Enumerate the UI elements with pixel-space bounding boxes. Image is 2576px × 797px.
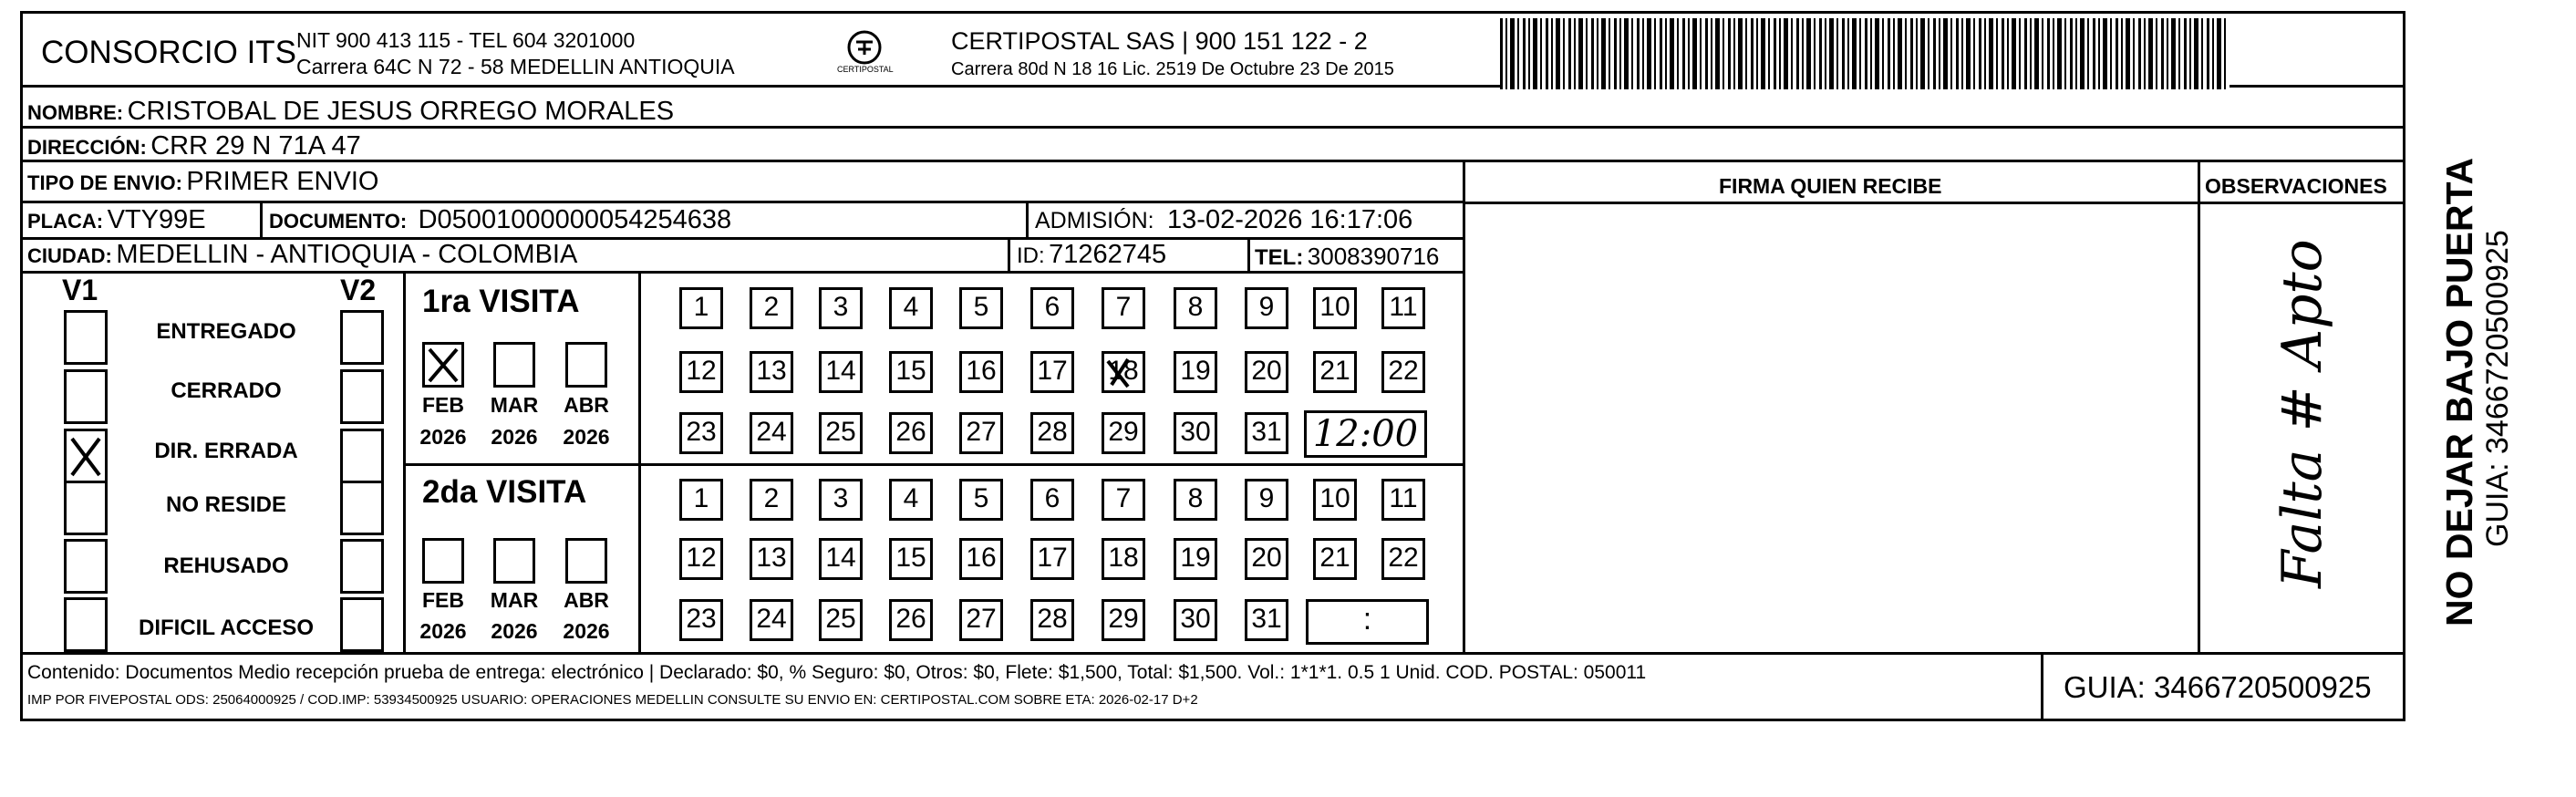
v2-checkbox-cerrado[interactable] [340,369,384,424]
first-visit-month-abr[interactable] [565,342,607,388]
status-dificil-acceso: DIFICIL ACCESO [138,616,314,640]
plate-label: PLACA: [27,210,104,233]
second-visit-day-26[interactable]: 26 [889,599,933,641]
shipment-row [27,169,378,195]
second-month-label-abr: ABR [564,588,609,612]
second-visit-day-28[interactable]: 28 [1030,599,1074,641]
row-divider-3 [20,201,1464,203]
id-row [1017,242,1166,268]
first-month-label-feb: FEB [422,393,464,417]
row-divider-2 [20,160,2405,162]
admission-divider [1026,203,1029,237]
second-visit-day-6[interactable]: 6 [1030,479,1074,521]
first-visit-day-30[interactable]: 30 [1174,412,1217,454]
first-visit-month-mar[interactable] [493,342,535,388]
first-visit-day-3[interactable]: 3 [819,287,863,329]
document-label: DOCUMENTO: [269,210,408,233]
first-visit-day-23[interactable]: 23 [679,412,723,454]
tel-label: TEL: [1255,245,1304,270]
second-month-label-feb: FEB [422,588,464,612]
first-visit-day-2[interactable]: 2 [750,287,793,329]
v1-checkbox-entregado[interactable] [64,310,108,365]
status-no-reside: NO RESIDE [165,492,287,517]
plate-row [27,207,206,233]
document-value: D05001000000054254638 [418,205,732,234]
status-dir-errada: DIR. ERRADA [154,439,298,463]
observations-header: OBSERVACIONES [2205,174,2387,198]
status-rehusado: REHUSADO [163,554,289,578]
second-visit-day-31[interactable]: 31 [1245,599,1288,641]
second-visit-month-mar[interactable] [493,538,535,584]
second-visit-month-feb[interactable] [422,538,464,584]
first-visit-day-7[interactable]: 7 [1102,287,1145,329]
first-visit-day-6[interactable]: 6 [1030,287,1074,329]
signature-header: FIRMA QUIEN RECIBE [1719,174,1942,198]
first-visit-day-15[interactable]: 15 [889,351,933,393]
v1-checkbox-dificil-acceso[interactable] [64,597,108,652]
first-visit-day-14[interactable]: 14 [819,351,863,393]
v1-label: V1 [62,274,98,306]
second-visit-day-21[interactable]: 21 [1313,538,1357,580]
first-visit-day-17[interactable]: 17 [1030,351,1074,393]
recipient-name: CRISTOBAL DE JESUS ORREGO MORALES [127,97,675,126]
second-visit-day-1[interactable]: 1 [679,479,723,521]
address-row [27,133,361,160]
second-visit-day-10[interactable]: 10 [1313,479,1357,521]
first-visit-day-27[interactable]: 27 [959,412,1003,454]
second-visit-day-18[interactable]: 18 [1102,538,1145,580]
second-visit-title: 2da VISITA [422,474,587,510]
second-visit-day-5[interactable]: 5 [959,479,1003,521]
v1-checkbox-rehusado[interactable] [64,539,108,594]
first-visit-day-31[interactable]: 31 [1245,412,1288,454]
first-visit-day-20[interactable]: 20 [1245,351,1288,393]
visit-divider [403,463,1463,466]
first-visit-day-1[interactable]: 1 [679,287,723,329]
shipment-type: PRIMER ENVIO [186,167,379,196]
second-visit-day-8[interactable]: 8 [1174,479,1217,521]
company-name: CONSORCIO ITS [41,35,297,70]
id-label: ID: [1017,243,1045,268]
second-visit-day-19[interactable]: 19 [1174,538,1217,580]
first-year-label-mar: 2026 [491,425,538,449]
second-visit-day-22[interactable]: 22 [1381,538,1425,580]
first-visit-day-18[interactable]: 18 [1102,351,1145,393]
first-month-label-mar: MAR [490,393,539,417]
checked-x-icon [67,431,105,481]
side-no-dejar: NO DEJAR BAJO PUERTA [2438,157,2480,626]
checked-x-icon [425,345,461,385]
first-visit-day-25[interactable]: 25 [819,412,863,454]
second-visit-time[interactable]: : [1306,599,1429,645]
second-visit-day-15[interactable]: 15 [889,538,933,580]
guia-number: GUIA: 3466720500925 [2064,670,2372,704]
imp-line: IMP POR FIVEPOSTAL ODS: 25064000925 / COD.IMP: 53934500925 USUARIO: OPERACIONES MEDELLIN CONSULTE SU ENVIO EN: CERTIPOSTAL.COM SOBRE ETA: 2026-02-17 D+2 [27,692,1198,708]
second-visit-day-12[interactable]: 12 [679,538,723,580]
second-visit-day-20[interactable]: 20 [1245,538,1288,580]
first-visit-day-10[interactable]: 10 [1313,287,1357,329]
second-visit-day-3[interactable]: 3 [819,479,863,521]
admission-value: 13-02-2026 16:17:06 [1167,205,1413,234]
first-visit-day-5[interactable]: 5 [959,287,1003,329]
second-visit-day-2[interactable]: 2 [750,479,793,521]
v2-checkbox-no-reside[interactable] [340,481,384,535]
shipment-label: TIPO DE ENVIO: [27,171,182,194]
v2-checkbox-entregado[interactable] [340,310,384,365]
v1-checkbox-no-reside[interactable] [64,481,108,535]
second-month-label-mar: MAR [490,588,539,612]
plate-value: VTY99E [107,205,206,234]
second-visit-day-14[interactable]: 14 [819,538,863,580]
v1-checkbox-cerrado[interactable] [64,369,108,424]
status-divider [403,271,406,652]
id-divider [1008,239,1010,272]
first-year-label-feb: 2026 [419,425,467,449]
frame-top [20,11,2403,14]
first-visit-day-24[interactable]: 24 [750,412,793,454]
content-line: Contenido: Documentos Medio recepción prueba de entrega: electrónico | Declarado: $0, % Seguro: $0, Otros: $0, Flete: $1,500, Total: $1,500. Vol.: 1*1*1. 0.5 1 Unid. COD. POSTAL: 050011 [27,662,1647,683]
status-cerrado: CERRADO [171,378,282,403]
logo-text: CERTIPOSTAL [837,65,894,74]
day-marked-x-icon [1104,354,1143,390]
second-visit-day-7[interactable]: 7 [1102,479,1145,521]
first-visit-day-13[interactable]: 13 [750,351,793,393]
second-visit-day-30[interactable]: 30 [1174,599,1217,641]
tel-divider [1247,239,1250,272]
status-entregado: ENTREGADO [156,319,296,344]
side-warning [2416,129,2480,626]
city-label: CIUDAD: [27,244,112,267]
second-visit-day-29[interactable]: 29 [1102,599,1145,641]
first-visit-day-9[interactable]: 9 [1245,287,1288,329]
first-visit-day-11[interactable]: 11 [1381,287,1425,329]
col-divider-observations [2198,162,2200,653]
v2-checkbox-rehusado[interactable] [340,539,384,594]
side-guia-text: GUIA: 3466720500925 [2480,230,2515,547]
first-month-label-abr: ABR [564,393,609,417]
v2-checkbox-dir-errada[interactable] [340,429,384,483]
second-visit-day-11[interactable]: 11 [1381,479,1425,521]
courier-address: Carrera 80d N 18 16 Lic. 2519 De Octubre 23 De 2015 [951,59,1394,79]
second-visit-day-4[interactable]: 4 [889,479,933,521]
v2-checkbox-dificil-acceso[interactable] [340,597,384,652]
second-year-label-abr: 2026 [563,619,610,643]
second-visit-day-27[interactable]: 27 [959,599,1003,641]
document-row [269,207,731,233]
first-visit-day-12[interactable]: 12 [679,351,723,393]
barcode [1500,18,2229,89]
admission-label: ADMISIÓN: [1035,208,1154,233]
second-visit-day-23[interactable]: 23 [679,599,723,641]
second-visit-day-13[interactable]: 13 [750,538,793,580]
name-label: NOMBRE: [27,101,124,124]
admission-row [1035,207,1412,233]
plate-divider [260,203,263,237]
recipient-address: CRR 29 N 71A 47 [150,131,361,160]
first-visit-day-22[interactable]: 22 [1381,351,1425,393]
days-divider [638,271,641,652]
footer-divider [20,652,2405,655]
id-value: 71262745 [1049,240,1167,269]
col-divider-right [2403,162,2405,653]
first-year-label-abr: 2026 [563,425,610,449]
v2-label: V2 [340,274,377,306]
first-visit-day-19[interactable]: 19 [1174,351,1217,393]
first-visit-month-feb[interactable] [422,342,464,388]
address-label: DIRECCIÓN: [27,136,147,159]
certipostal-logo-icon [837,27,894,78]
company-nit-tel: NIT 900 413 115 - TEL 604 3201000 [296,28,636,52]
first-visit-day-16[interactable]: 16 [959,351,1003,393]
row-divider-1 [20,126,2405,129]
second-visit-day-24[interactable]: 24 [750,599,793,641]
second-year-label-mar: 2026 [491,619,538,643]
first-visit-day-21[interactable]: 21 [1313,351,1357,393]
second-visit-day-25[interactable]: 25 [819,599,863,641]
company-address: Carrera 64C N 72 - 58 MEDELLIN ANTIOQUIA [296,55,735,78]
tel-row [1255,244,1439,269]
first-visit-day-8[interactable]: 8 [1174,287,1217,329]
second-visit-day-9[interactable]: 9 [1245,479,1288,521]
second-visit-month-abr[interactable] [565,538,607,584]
second-visit-day-17[interactable]: 17 [1030,538,1074,580]
col-header-divider [1463,202,2405,204]
frame-bottom [20,719,2405,721]
courier-name: CERTIPOSTAL SAS | 900 151 122 - 2 [951,27,1368,55]
first-visit-day-4[interactable]: 4 [889,287,933,329]
col-divider-signature [1463,162,1465,653]
first-visit-day-29[interactable]: 29 [1102,412,1145,454]
guia-divider [2041,655,2043,720]
v1-checkbox-dir-errada[interactable] [64,429,108,483]
city-value: MEDELLIN - ANTIOQUIA - COLOMBIA [116,240,578,269]
city-row [27,242,577,268]
name-row [27,98,674,125]
side-guia [2462,173,2515,547]
first-visit-day-28[interactable]: 28 [1030,412,1074,454]
observation-handwritten: Falta # Apto [2271,239,2334,588]
second-visit-day-16[interactable]: 16 [959,538,1003,580]
tel-value: 3008390716 [1307,243,1440,270]
second-year-label-feb: 2026 [419,619,467,643]
first-visit-title: 1ra VISITA [422,284,580,319]
frame-left [20,11,23,720]
first-visit-day-26[interactable]: 26 [889,412,933,454]
first-visit-time[interactable]: 12:00 [1304,410,1427,458]
